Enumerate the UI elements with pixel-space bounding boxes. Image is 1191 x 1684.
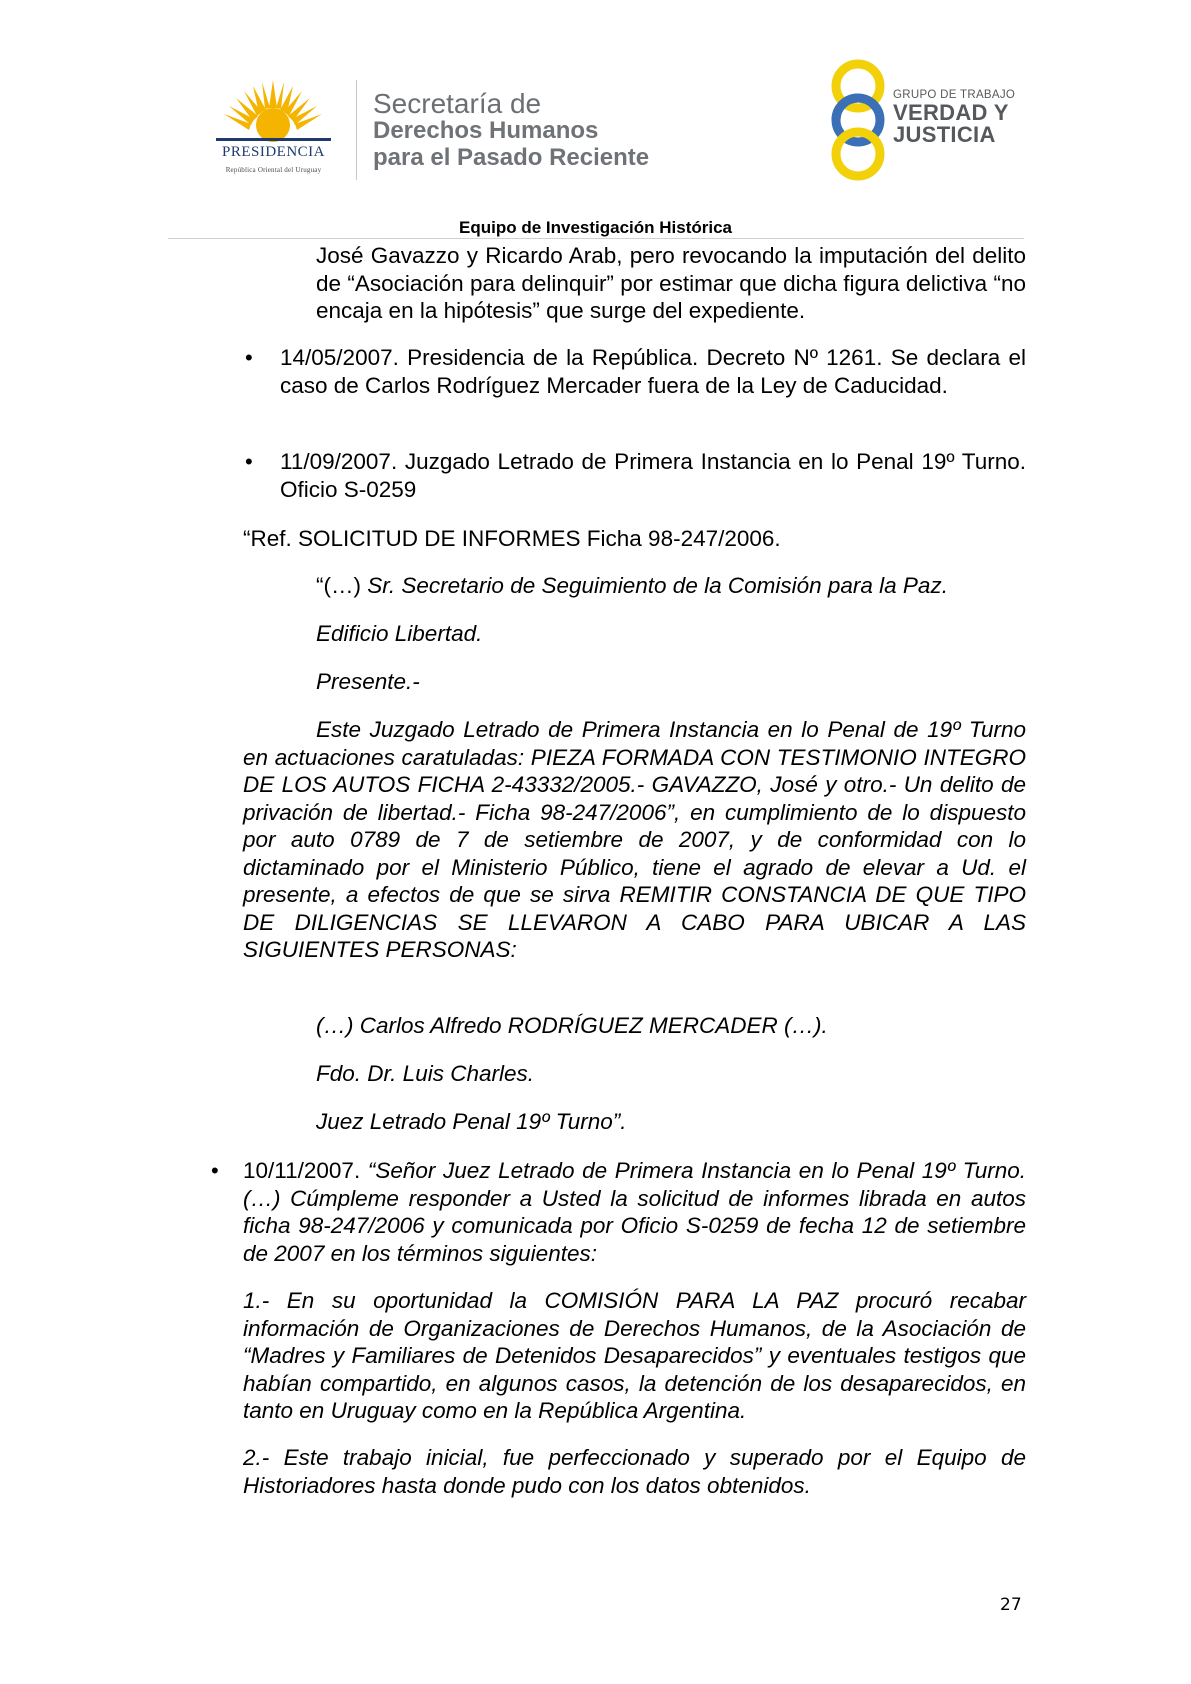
list-item xyxy=(243,1157,1026,1267)
secretaria-title xyxy=(373,90,733,171)
page-header xyxy=(0,0,1191,240)
judge-title-line: Juez Letrado Penal 19º Turno”. xyxy=(316,1109,627,1134)
team-title: Equipo de Investigación Histórica xyxy=(459,218,732,237)
sun-emblem-icon xyxy=(196,78,351,148)
interlocked-rings-icon xyxy=(822,56,902,184)
response-text: “Señor Juez Letrado de Primera Instancia en lo Penal 19º Turno. (…) Cúmpleme responder a Usted la solicitud de informes librada en autos ficha 98-247/2006 y comunicada por Oficio S-0259 de fecha 12 de setiembre de 2007 en los términos siguientes: xyxy=(243,1158,1026,1266)
bullet-marker: • xyxy=(245,345,253,370)
header-divider xyxy=(356,80,357,180)
vyj-line-2: JUSTICIA xyxy=(893,122,996,147)
continuation-paragraph: José Gavazzo y Ricardo Arab, pero revocando la imputación del delito de “Asociación para delinquir” por estimar que dicha figura delictiva “no encaja en la hipótesis” que surge del expediente. xyxy=(316,243,1026,323)
reference-line: “Ref. SOLICITUD DE INFORMES Ficha 98-247/2006. xyxy=(243,526,781,551)
address-line: Edificio Libertad. xyxy=(316,621,483,646)
page-number: 27 xyxy=(1000,1595,1022,1615)
response-date: 10/11/2007. xyxy=(243,1158,368,1183)
vyj-group-label: GRUPO DE TRABAJO xyxy=(893,89,1016,101)
presidencia-logo xyxy=(196,78,351,178)
bullet-marker: • xyxy=(245,449,253,474)
court-request-paragraph: Este Juzgado Letrado de Primera Instancia en lo Penal de 19º Turno en actuaciones caratuladas: PIEZA FORMADA CON TESTIMONIO INTEGRO DE LOS AUTOS FICHA 2-43332/2005.- GAVAZZO, José y otro.- Un delito de privación de libertad.- Ficha 98-247/2006”, en cumplimiento de lo dispuesto por auto 0789 de 7 de setiembre de 2007, y de conformidad con lo dictaminado por el Ministerio Público, tiene el agrado de elevar a Ud. el presente, a efectos de que se sirva REMITIR CONSTANCIA DE QUE TIPO DE DILIGENCIAS SE LLEVARON A CABO PARA UBICAR A LAS SIGUIENTES PERSONAS: xyxy=(243,717,1026,962)
salutation-line: Presente.- xyxy=(316,669,420,694)
presidencia-title: PRESIDENCIA xyxy=(221,144,325,160)
bullet-marker: • xyxy=(211,1158,219,1183)
secretaria-line-3: para el Pasado Reciente xyxy=(373,144,650,171)
header-rule xyxy=(168,238,1024,239)
quote-open: “(…) xyxy=(316,573,368,598)
list-item: 11/09/2007. Juzgado Letrado de Primera Instancia en lo Penal 19º Turno. Oficio S-0259 xyxy=(280,449,1026,502)
response-item-2: 2.- Este trabajo inicial, fue perfeccionado y superado por el Equipo de Historiadores hasta donde pudo con los datos obtenidos. xyxy=(243,1445,1026,1498)
list-item: 14/05/2007. Presidencia de la República. Decreto Nº 1261. Se declara el caso de Carlos Rodríguez Mercader fuera de la Ley de Caducidad. xyxy=(280,345,1026,398)
quote-recipient xyxy=(316,572,1026,600)
vyj-line-1: VERDAD Y xyxy=(893,100,1009,125)
recipient-text: Sr. Secretario de Seguimiento de la Comisión para la Paz. xyxy=(367,573,948,598)
verdad-justicia-logo xyxy=(822,56,902,184)
verdad-justicia-text xyxy=(893,88,1043,146)
secretaria-line-1: Secretaría de xyxy=(373,88,542,119)
signature-line: Fdo. Dr. Luis Charles. xyxy=(316,1061,534,1086)
presidencia-subtitle: República Oriental del Uruguay xyxy=(225,166,322,174)
secretaria-line-2: Derechos Humanos xyxy=(373,117,599,144)
response-item-1: 1.- En su oportunidad la COMISIÓN PARA LA PAZ procuró recabar información de Organizaciones de Derechos Humanos, de la Asociación de “Madres y Familiares de Detenidos Desaparecidos” y eventuales testigos que habían compartido, en algunos casos, la detención de los desaparecidos, en tanto en Uruguay como en la República Argentina. xyxy=(243,1288,1026,1423)
person-line: (…) Carlos Alfredo RODRÍGUEZ MERCADER (…). xyxy=(316,1013,828,1038)
